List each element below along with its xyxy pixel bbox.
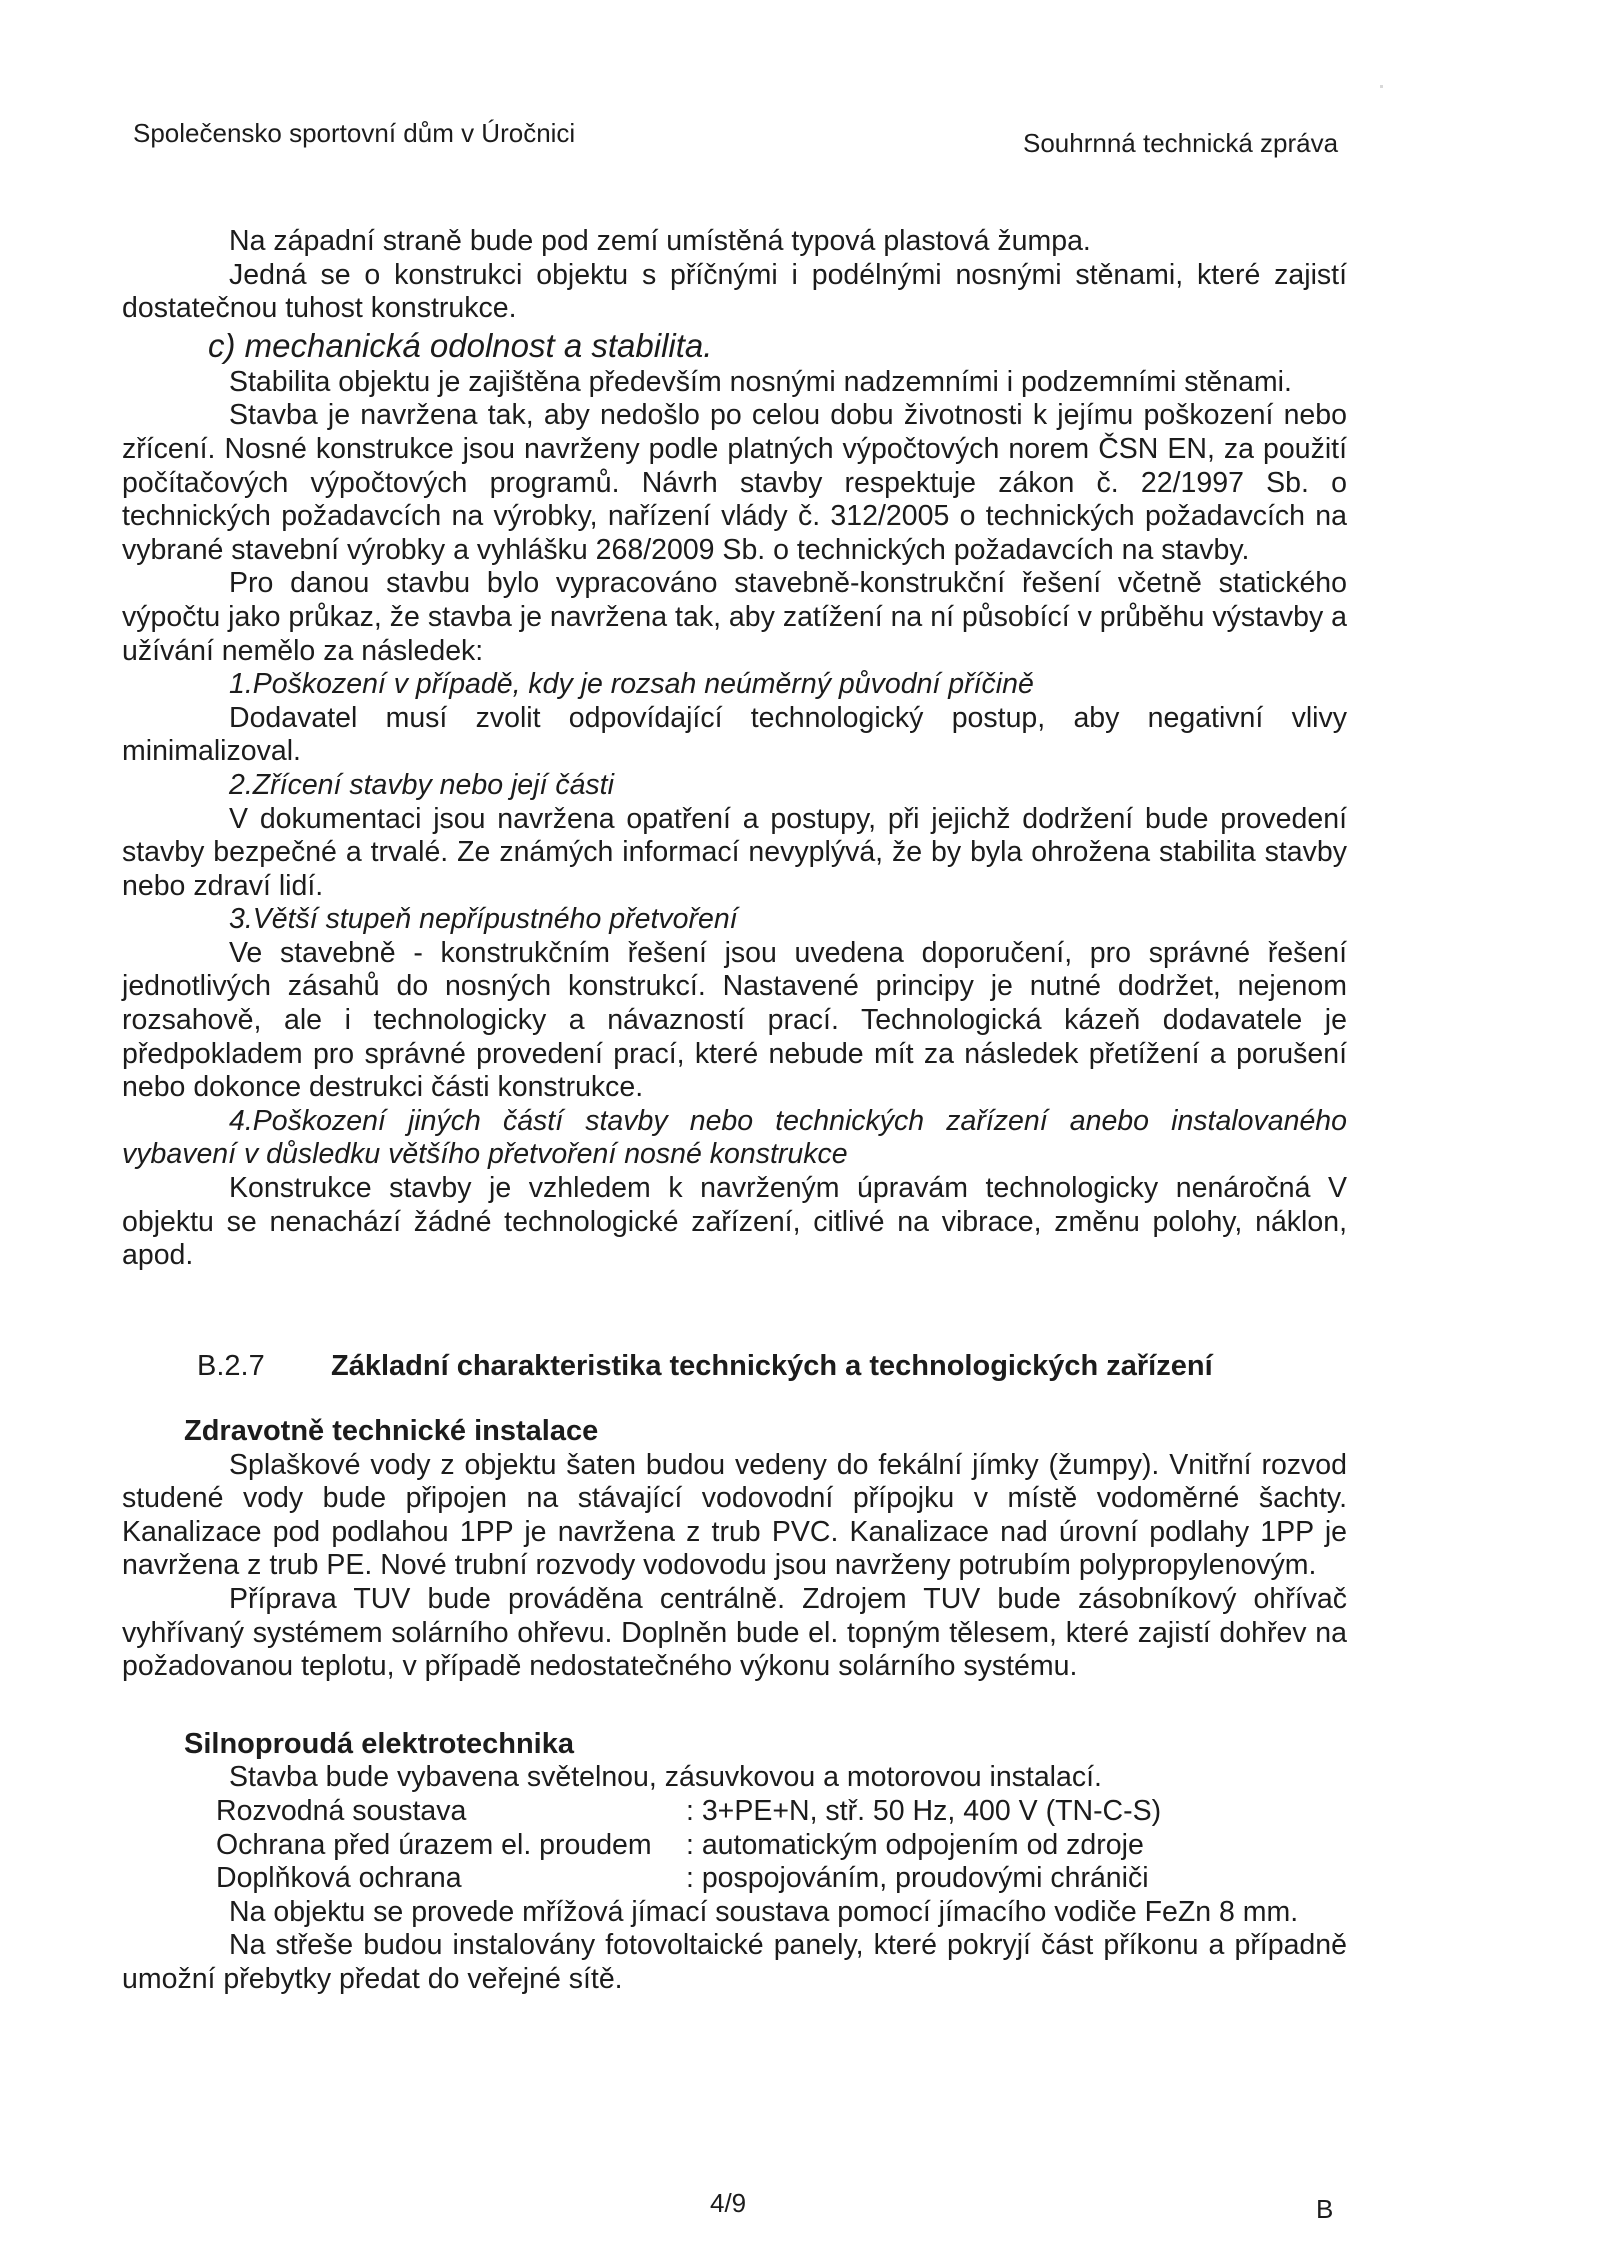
paragraph: Na objektu se provede mřížová jímací soustava pomocí jímacího vodiče FeZn 8 mm. [229, 1895, 1299, 1928]
paragraph: V dokumentaci jsou navržena opatření a postupy, při jejichž dodržení bude provedení stavby bezpečné a trvalé. Ze známých informací nevyplývá, že by byla ohrožena stabilita stavby nebo zdraví lidí. [122, 802, 1347, 902]
list-item-2: 2.Zřícení stavby nebo její části [229, 768, 614, 801]
scan-speck [1380, 85, 1383, 88]
header-project-name: Společensko sportovní dům v Úročnici [133, 118, 576, 148]
parameter-value: : automatickým odpojením od zdroje [686, 1828, 1144, 1861]
paragraph: Splaškové vody z objektu šaten budou vedeny do fekální jímky (žumpy). Vnitřní rozvod studené vody bude připojen na stávající vodovodní přípojku v místě vodoměrné šachty. Kanalizace pod podlahou 1PP je navržena z trub PVC. Kanalizace nad úrovní podlahy 1PP je navržena z trub PE. Nové trubní rozvody vodovodu jsou navrženy potrubím polypropylenovým. [122, 1448, 1347, 1582]
subsection-heading-zti: Zdravotně technické instalace [184, 1415, 599, 1447]
section-heading [197, 1350, 1347, 1383]
paragraph: Dodavatel musí zvolit odpovídající technologický postup, aby negativní vlivy minimalizoval. [122, 701, 1347, 768]
page-number: 4/9 [710, 2188, 747, 2218]
subheading-mechanical-stability: c) mechanická odolnost a stabilita. [208, 326, 713, 364]
paragraph: Stabilita objektu je zajištěna především nosnými nadzemními i podzemními stěnami. [229, 365, 1292, 398]
paragraph: Na západní straně bude pod zemí umístěná typová plastová žumpa. [229, 225, 1091, 257]
paragraph: Na střeše budou instalovány fotovoltaické panely, které pokryjí část příkonu a případně umožní přebytky předat do veřejné sítě. [122, 1929, 1347, 1995]
paragraph: Stavba bude vybavena světelnou, zásuvkovou a motorovou instalací. [229, 1761, 1102, 1794]
section-text [122, 1415, 1347, 1997]
paragraph: Pro danou stavbu bylo vypracováno stavebně-konstrukční řešení včetně statického výpočtu jako průkaz, že stavba je navržena tak, aby zatížení na ní působící v průběhu výstavby a užívání nemělo za následek: [122, 567, 1347, 667]
spacer [122, 1684, 1347, 1728]
header-document-title: Souhrnná technická zpráva [1023, 128, 1339, 158]
parameter-value: : pospojováním, proudovými chrániči [686, 1862, 1149, 1895]
subsection-heading-electrical: Silnoproudá elektrotechnika [184, 1727, 574, 1760]
main-text [122, 225, 1347, 1273]
parameter-label: Doplňková ochrana [216, 1862, 462, 1895]
parameter-value: : 3+PE+N, stř. 50 Hz, 400 V (TN-C-S) [686, 1794, 1162, 1827]
list-item-4: 4.Poškození jiných částí stavby nebo technických zařízení anebo instalovaného vybavení v důsledku většího přetvoření nosné konstrukce [122, 1104, 1347, 1171]
paragraph: Jedná se o konstrukci objektu s příčnými i podélnými nosnými stěnami, které zajistí dostatečnou tuhost konstrukce. [122, 258, 1347, 325]
paragraph: Ve stavebně - konstrukčním řešení jsou uvedena doporučení, pro správné řešení jednotlivých zásahů do nosných konstrukcí. Nastavené principy je nutné dodržet, nejenom rozsahově, ale i technologicky a návazností prací. Technologická kázeň dodavatele je předpokladem pro správné provedení prací, které nebude mít za následek přetížení a porušení nebo dokonce destrukci části konstrukce. [122, 936, 1347, 1104]
paragraph: Stavba je navržena tak, aby nedošlo po celou dobu životnosti k jejímu poškození nebo zřícení. Nosné konstrukce jsou navrženy podle platných výpočtových norem ČSN EN, za použití počítačových výpočtových programů. Návrh stavby respektuje zákon č. 22/1997 Sb. o technických požadavcích na výrobky, nařízení vlády č. 312/2005 o technických požadavcích na vybrané stavební výrobky a vyhlášku 268/2009 Sb. o technických požadavcích na stavby. [122, 399, 1347, 566]
parameter-row [216, 1795, 1347, 1829]
parameter-row [216, 1862, 1347, 1896]
list-item-3: 3.Větší stupeň nepřípustného přetvoření [229, 903, 738, 936]
paragraph: Konstrukce stavby je vzhledem k navrženým úpravám technologicky nenáročná V objektu se nenachází žádné technologické zařízení, citlivé na vibrace, změnu polohy, náklon, apod. [122, 1172, 1347, 1272]
section-number: B.2.7 [197, 1350, 265, 1382]
parameter-label: Rozvodná soustava [216, 1794, 467, 1827]
parameter-row [216, 1829, 1347, 1863]
paragraph: Příprava TUV bude prováděna centrálně. Zdrojem TUV bude zásobníkový ohřívač vyhřívaný systémem solárního ohřevu. Doplněn bude el. topným tělesem, které zajistí dohřev na požadovanou teplotu, v případě nedostatečného výkonu solárního systému. [122, 1582, 1347, 1683]
section-title: Základní charakteristika technických a technologických zařízení [331, 1350, 1213, 1382]
footer-section-letter: B [1316, 2194, 1334, 2224]
list-item-1: 1.Poškození v případě, kdy je rozsah neúměrný původní příčině [229, 668, 1034, 701]
parameter-label: Ochrana před úrazem el. proudem [216, 1828, 652, 1861]
electrical-parameters [122, 1795, 1347, 1896]
